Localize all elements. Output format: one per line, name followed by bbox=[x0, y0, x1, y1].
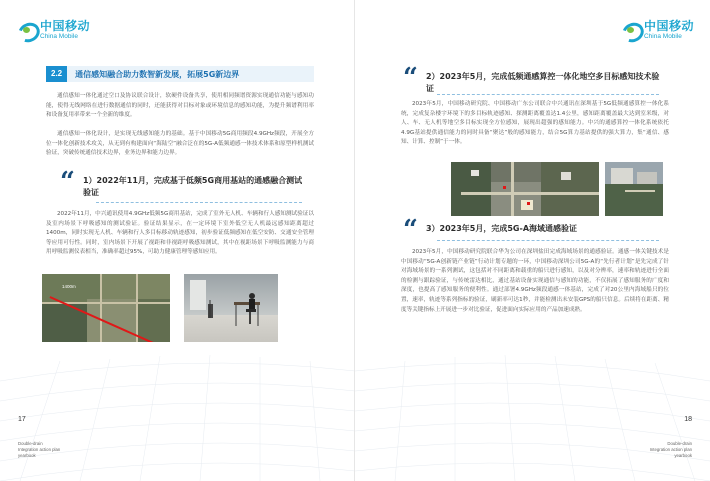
aerial-map-photo bbox=[42, 274, 170, 342]
campus-photo bbox=[605, 162, 663, 216]
city-aerial-photo bbox=[451, 162, 599, 216]
subheading-3 bbox=[403, 215, 663, 245]
subheading-3-title: 3）2023年5月，完成5G-A海域通感验证 bbox=[425, 224, 578, 233]
china-mobile-logo-icon bbox=[16, 20, 36, 40]
sub3-body: 2023年5月，中国移动研究院联合华为公司在深圳盐田完成海域场景的通感验证。通感一体关键技术是中国移动“5G-A创新链产业链”行动计划专题的一环，中国移动深圳公司5G-A的“先行者计划”是先完成了针对海域场景的一系列测试，这包括对不同距离和载重的船只进行感知，以及对分辨率，速率和轨迹进行全面的检测与跟踪验证，与传统雷达相比，通过基站设备实现通信与感知的功能，不仅拓展了感知服务的广度和深度，也提高了感知服务的便利性。通过部署4.9GHz频段通感一体基站，完成了对20公里内海域船只的位置，速率，轨迹等系列指标的验证，刷新率可达1秒，并能检测出未安装GPS的船只信息。后续将在距离、精度等关键指标上开展进一步对比验证，促进面向实际应用的产品加速成熟。 bbox=[401, 249, 669, 313]
footer-text: Double-drain Integration action plan yearbook bbox=[18, 441, 61, 458]
quote-icon: “ bbox=[403, 215, 418, 245]
page-number: 17 bbox=[18, 416, 26, 423]
grid-floor-decoration bbox=[355, 341, 710, 481]
section-header bbox=[46, 66, 314, 82]
china-mobile-logo bbox=[620, 20, 694, 41]
logo-name-cn: 中国移动 bbox=[40, 19, 91, 33]
section-title: 通信感知融合助力数智新发展，拓展5G新边界 bbox=[75, 69, 240, 79]
subheading-2 bbox=[403, 63, 663, 95]
china-mobile-logo bbox=[16, 20, 90, 41]
indoor-test-photo bbox=[184, 274, 278, 342]
distance-label: 1400m bbox=[62, 284, 76, 289]
section-number: 2.2 bbox=[46, 66, 67, 82]
quote-icon: “ bbox=[60, 167, 75, 197]
grid-floor-decoration bbox=[0, 341, 355, 481]
subheading-1-title: 1）2022年11月，完成基于低频5G商用基站的通感融合测试验证 bbox=[82, 176, 303, 197]
quote-icon: “ bbox=[403, 63, 418, 93]
intro-paragraph-2: 通信感知一体化设计，是实现无线感知能力的基础。基于中国移动5G商用频段4.9GHz频段，开展全方位一体化创新技术攻关，从无到有构建面向“海陆空”融合泛在的5G-A低频通感一体技术体系和原型样机测试验证，突破传统通信技术边界，业务边界和能力边界。 bbox=[46, 131, 314, 157]
right-page bbox=[355, 0, 710, 481]
intro-paragraph-1: 通信感知一体化通过空口及协议联合设计，软硬件设备共享，使用相同频谱资源实现通信功能与感知功能，使得无线网络在进行数据通信的同时，还能获得对目标对象或环境信息的感知功能，为提升频谱利用率和设备复用率带来一个全新的维度。 bbox=[46, 93, 314, 119]
subheading-2-title: 2）2023年5月，完成低频通感算控一体化地空多目标感知技术验证 bbox=[425, 72, 660, 93]
logo-name-cn: 中国移动 bbox=[643, 19, 694, 33]
subheading-1-divider bbox=[96, 202, 302, 203]
page-number: 18 bbox=[684, 416, 692, 423]
subheading-1 bbox=[60, 167, 310, 199]
subheading-2-divider bbox=[437, 94, 659, 95]
sub2-body: 2023年5月，中国移动研究院、中国移动广东公司联合中兴通讯在深圳基于5G低频通感算控一体化系统，完成复杂楼宇环境下的多目标轨迹感知、探测距离覆盖达1.4公里，感知距离覆盖最大达到室米级，对人、车、无人机等地空多目标实现全方位感知，展现出超强的感知能力。中兴的通感算控一体化系统依托4.9G基站提供通信能力的同时具备“聚达”般的感知能力，结合5G算力基站提供的强大算力，集“通信、感知、计算、控制”于一体。 bbox=[401, 101, 669, 146]
footer-text: Double-drain Integration action plan yearbook bbox=[649, 441, 692, 458]
logo-name-en: China Mobile bbox=[643, 33, 682, 40]
subheading-3-divider bbox=[437, 240, 659, 241]
china-mobile-logo-icon bbox=[620, 20, 640, 40]
logo-name-en: China Mobile bbox=[40, 33, 78, 40]
sub1-body: 2022年11月，中兴通讯使用4.9GHz低频5G商用基站，完成了室外无人机、车辆和行人感知测试验证以及室内场景下呼吸感知的测试验证。验证结果显示，在一定环境下室外低空无人机最远感知距离超过1400m，同时实现无人机、车辆和行人多目标移动轨迹感知，初步验证低频感知在低空安防、交通安全管理等应用可行性。同时，室内场景下开展了视距和非视距呼吸感知测试，其中在视距场景下呼吸监测能力与商用呼吸监测仪表相当，准确率超过95%，可助力健康管理等感知应用。 bbox=[46, 211, 314, 256]
